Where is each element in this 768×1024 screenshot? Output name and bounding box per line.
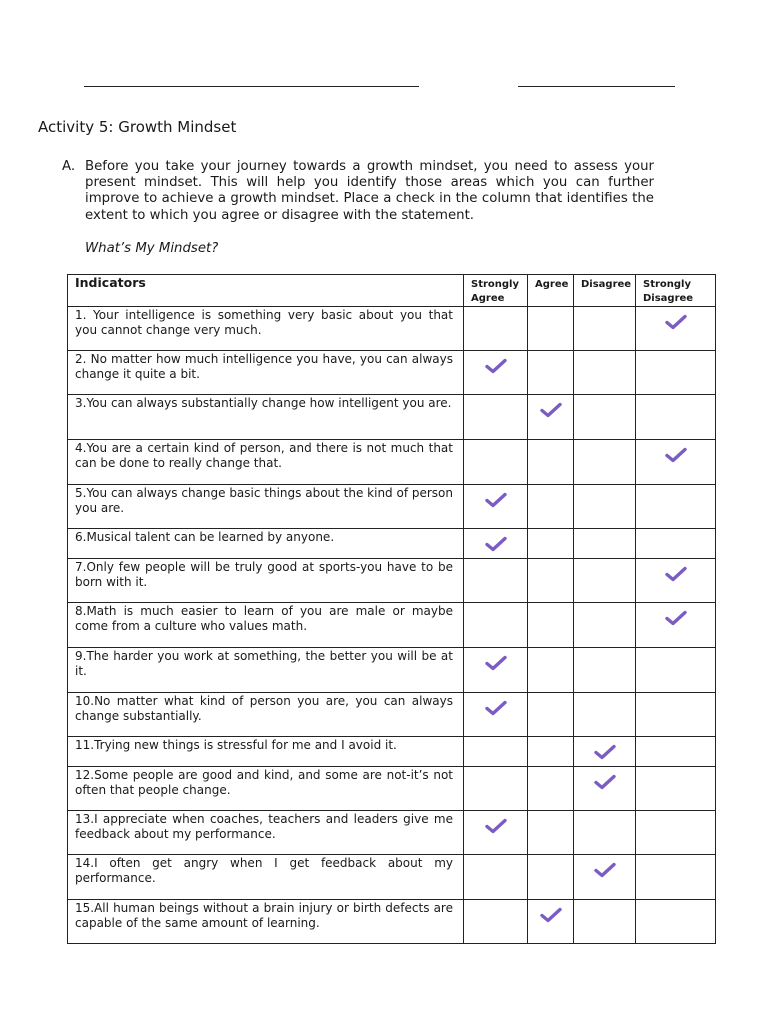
indicator-text: 12.Some people are good and kind, and some are not-it’s not often that people change.: [68, 767, 464, 811]
response-cell-strongly-agree[interactable]: [464, 767, 528, 811]
response-cell-strongly-agree[interactable]: [464, 811, 528, 855]
response-cell-agree[interactable]: [528, 485, 574, 529]
table-row: [68, 900, 716, 944]
response-cell-agree[interactable]: [528, 900, 574, 944]
indicator-text: 6.Musical talent can be learned by anyone.: [68, 529, 464, 559]
check-icon: [485, 492, 507, 508]
response-cell-strongly-disagree[interactable]: [636, 648, 716, 693]
response-cell-agree[interactable]: [528, 395, 574, 440]
response-cell-disagree[interactable]: [574, 559, 636, 603]
indicator-text: 10.No matter what kind of person you are, you can always change substantially.: [68, 693, 464, 737]
response-cell-agree[interactable]: [528, 648, 574, 693]
header-strongly-disagree: Strongly Disagree: [636, 275, 716, 307]
response-cell-disagree[interactable]: [574, 395, 636, 440]
response-cell-agree[interactable]: [528, 767, 574, 811]
indicator-text: 9.The harder you work at something, the better you will be at it.: [68, 648, 464, 693]
response-cell-agree[interactable]: [528, 307, 574, 351]
table-row: [68, 737, 716, 767]
check-icon: [594, 774, 616, 790]
indicator-text: 8.Math is much easier to learn of you are male or maybe come from a culture who values math.: [68, 603, 464, 648]
instruction-paragraph: [62, 159, 654, 224]
response-cell-strongly-agree[interactable]: [464, 529, 528, 559]
mindset-table: [67, 274, 716, 944]
response-cell-agree[interactable]: [528, 737, 574, 767]
response-cell-disagree[interactable]: [574, 603, 636, 648]
indicator-text: 11.Trying new things is stressful for me and I avoid it.: [68, 737, 464, 767]
check-icon: [665, 447, 687, 463]
response-cell-disagree[interactable]: [574, 440, 636, 485]
response-cell-agree[interactable]: [528, 351, 574, 395]
activity-title: Activity 5: Growth Mindset: [38, 118, 237, 136]
table-row: [68, 855, 716, 900]
response-cell-strongly-disagree[interactable]: [636, 693, 716, 737]
response-cell-strongly-disagree[interactable]: [636, 559, 716, 603]
response-cell-agree[interactable]: [528, 440, 574, 485]
response-cell-strongly-disagree[interactable]: [636, 811, 716, 855]
check-icon: [540, 907, 562, 923]
response-cell-strongly-agree[interactable]: [464, 900, 528, 944]
response-cell-strongly-disagree[interactable]: [636, 767, 716, 811]
response-cell-strongly-agree[interactable]: [464, 603, 528, 648]
check-icon: [485, 655, 507, 671]
response-cell-strongly-agree[interactable]: [464, 648, 528, 693]
table-row: [68, 351, 716, 395]
response-cell-strongly-agree[interactable]: [464, 559, 528, 603]
table-row: [68, 529, 716, 559]
table-row: [68, 395, 716, 440]
instruction-marker: A.: [62, 159, 76, 174]
table-row: [68, 603, 716, 648]
check-icon: [485, 536, 507, 552]
response-cell-strongly-disagree[interactable]: [636, 440, 716, 485]
response-cell-agree[interactable]: [528, 559, 574, 603]
response-cell-strongly-disagree[interactable]: [636, 737, 716, 767]
response-cell-strongly-disagree[interactable]: [636, 900, 716, 944]
table-row: [68, 767, 716, 811]
check-icon: [594, 744, 616, 760]
response-cell-strongly-agree[interactable]: [464, 395, 528, 440]
header-row: [68, 275, 716, 307]
indicator-text: 4.You are a certain kind of person, and there is not much that can be done to really change that.: [68, 440, 464, 485]
response-cell-strongly-agree[interactable]: [464, 855, 528, 900]
check-icon: [594, 862, 616, 878]
check-icon: [485, 818, 507, 834]
header-indicators: Indicators: [68, 275, 464, 307]
response-cell-disagree[interactable]: [574, 900, 636, 944]
indicator-text: 3.You can always substantially change how intelligent you are.: [68, 395, 464, 440]
table-row: [68, 307, 716, 351]
indicator-text: 5.You can always change basic things about the kind of person you are.: [68, 485, 464, 529]
response-cell-disagree[interactable]: [574, 693, 636, 737]
response-cell-disagree[interactable]: [574, 737, 636, 767]
instruction-text: Before you take your journey towards a growth mindset, you need to assess your present mindset. This will help you identify those areas which you can further improve to achieve a growth mindset. Place a check in the column that identifies the extent to which you agree or disagree with the statement.: [85, 159, 654, 223]
response-cell-strongly-agree[interactable]: [464, 440, 528, 485]
table-body: [68, 307, 716, 944]
table-row: [68, 440, 716, 485]
response-cell-strongly-disagree[interactable]: [636, 603, 716, 648]
response-cell-strongly-agree[interactable]: [464, 351, 528, 395]
check-icon: [485, 358, 507, 374]
response-cell-strongly-disagree[interactable]: [636, 485, 716, 529]
response-cell-disagree[interactable]: [574, 648, 636, 693]
response-cell-strongly-disagree[interactable]: [636, 307, 716, 351]
check-icon: [665, 314, 687, 330]
response-cell-strongly-disagree[interactable]: [636, 395, 716, 440]
response-cell-disagree[interactable]: [574, 351, 636, 395]
response-cell-disagree[interactable]: [574, 529, 636, 559]
date-blank-line: [518, 86, 675, 87]
response-cell-agree[interactable]: [528, 811, 574, 855]
response-cell-disagree[interactable]: [574, 811, 636, 855]
response-cell-strongly-disagree[interactable]: [636, 351, 716, 395]
table-caption: What’s My Mindset?: [85, 241, 219, 256]
response-cell-disagree[interactable]: [574, 307, 636, 351]
table-row: [68, 485, 716, 529]
response-cell-strongly-disagree[interactable]: [636, 529, 716, 559]
check-icon: [665, 566, 687, 582]
indicator-text: 2. No matter how much intelligence you have, you can always change it quite a bit.: [68, 351, 464, 395]
check-icon: [540, 402, 562, 418]
indicator-text: 13.I appreciate when coaches, teachers and leaders give me feedback about my performance.: [68, 811, 464, 855]
response-cell-disagree[interactable]: [574, 855, 636, 900]
header-agree: Agree: [528, 275, 574, 307]
check-icon: [665, 610, 687, 626]
response-cell-agree[interactable]: [528, 603, 574, 648]
table-row: [68, 648, 716, 693]
indicator-text: 1. Your intelligence is something very basic about you that you cannot change very much.: [68, 307, 464, 351]
header-strongly-agree: Strongly Agree: [464, 275, 528, 307]
response-cell-strongly-agree[interactable]: [464, 693, 528, 737]
name-blank-line: [84, 86, 419, 87]
response-cell-strongly-disagree[interactable]: [636, 855, 716, 900]
response-cell-agree[interactable]: [528, 855, 574, 900]
check-icon: [485, 700, 507, 716]
response-cell-strongly-agree[interactable]: [464, 737, 528, 767]
indicator-text: 15.All human beings without a brain injury or birth defects are capable of the same amount of learning.: [68, 900, 464, 944]
indicator-text: 14.I often get angry when I get feedback about my performance.: [68, 855, 464, 900]
table-row: [68, 693, 716, 737]
response-cell-agree[interactable]: [528, 529, 574, 559]
response-cell-disagree[interactable]: [574, 767, 636, 811]
response-cell-strongly-agree[interactable]: [464, 485, 528, 529]
response-cell-agree[interactable]: [528, 693, 574, 737]
response-cell-strongly-agree[interactable]: [464, 307, 528, 351]
header-disagree: Disagree: [574, 275, 636, 307]
table-row: [68, 559, 716, 603]
response-cell-disagree[interactable]: [574, 485, 636, 529]
table-row: [68, 811, 716, 855]
indicator-text: 7.Only few people will be truly good at sports-you have to be born with it.: [68, 559, 464, 603]
